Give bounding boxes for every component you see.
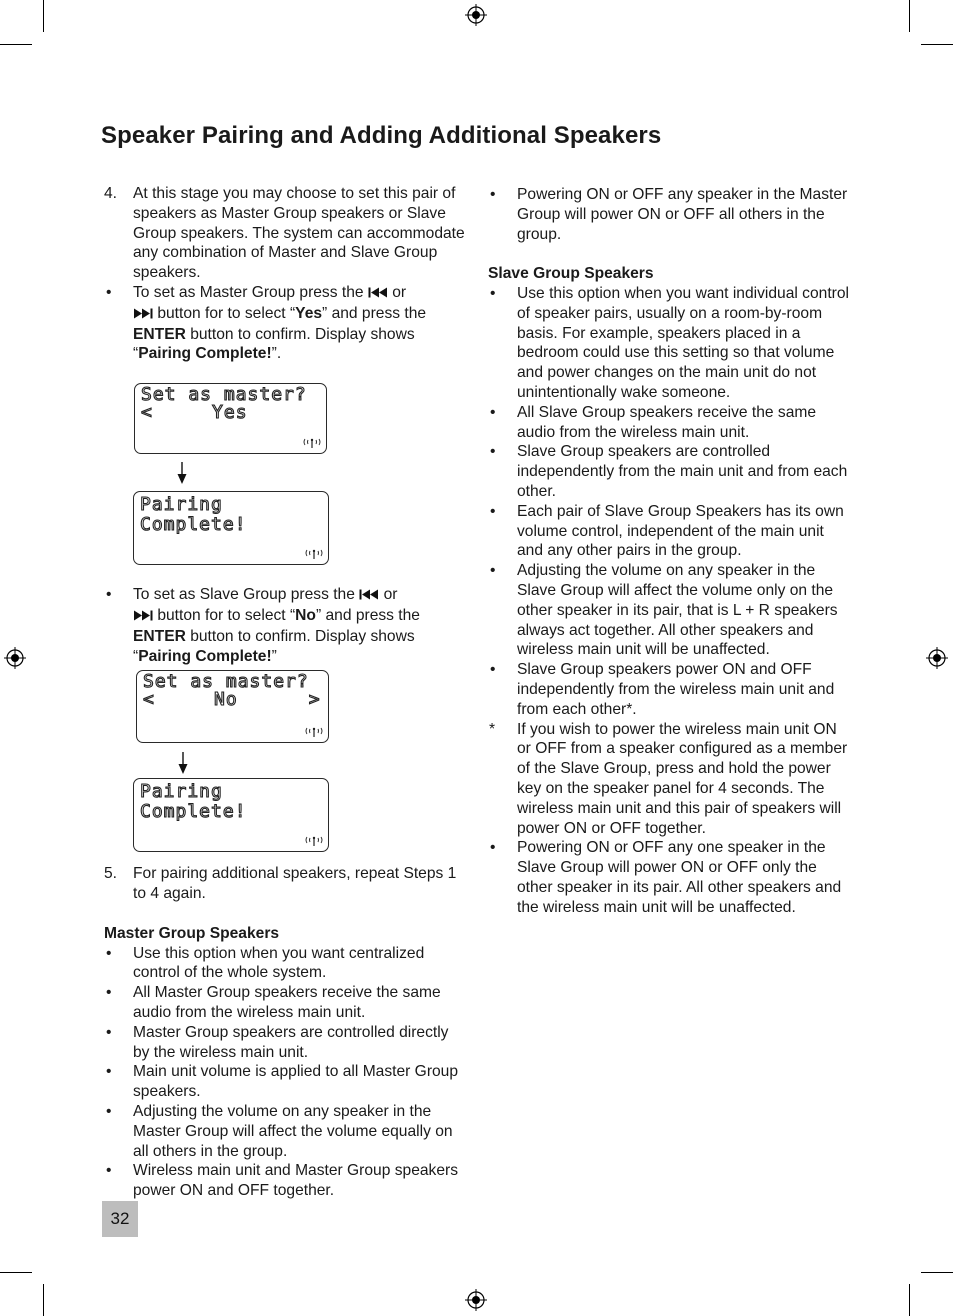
crop-mark xyxy=(0,1272,32,1273)
instruction-text: or xyxy=(379,586,398,604)
master-display-figure xyxy=(104,364,466,585)
antenna-icon xyxy=(302,437,322,449)
list-item-text: Adjusting the volume on any speaker in the Master Group will affect the volume equally on all others in the group. xyxy=(133,1102,453,1160)
lcd-line-1: Pairing xyxy=(140,781,223,803)
step-number: 4. xyxy=(104,185,118,202)
bullet: • xyxy=(106,944,112,962)
list-item xyxy=(488,660,853,719)
slave-display-figure xyxy=(104,666,466,864)
slave-instruction xyxy=(104,585,466,666)
bullet: • xyxy=(106,1162,112,1180)
lcd-line-1: Set as master? xyxy=(143,671,309,693)
lcd-display-complete xyxy=(133,778,329,852)
registration-mark-icon xyxy=(465,4,487,26)
footnote-marker: * xyxy=(489,720,496,738)
registration-mark-icon xyxy=(4,647,26,669)
list-item xyxy=(104,944,466,984)
list-item-text: Each pair of Slave Group Speakers has its own volume control, independent of the main unit and any other pairs in the group. xyxy=(517,502,844,560)
list-item-text: Wireless main unit and Master Group speakers power ON and OFF together. xyxy=(133,1162,459,1200)
instruction-text: ”. xyxy=(271,345,282,363)
list-item xyxy=(488,838,853,917)
page-number: 32 xyxy=(102,1201,138,1237)
instruction-text: button for to select “ xyxy=(153,304,296,322)
list-item-text: Powering ON or OFF any speaker in the Master Group will power ON or OFF all others in the group. xyxy=(517,186,848,243)
bullet: • xyxy=(106,586,112,604)
footnote xyxy=(488,720,853,839)
list-item-text: Slave Group speakers are controlled independently from the main unit and from each other. xyxy=(517,443,848,500)
bullet: • xyxy=(490,562,496,580)
bullet: • xyxy=(106,984,112,1002)
list-item-text: Use this option when you want centralized control of the whole system. xyxy=(133,944,425,982)
bullet: • xyxy=(490,661,496,679)
list-item xyxy=(488,561,853,660)
step-number: 5. xyxy=(104,865,118,883)
left-column xyxy=(104,184,466,1201)
registration-mark-icon xyxy=(465,1289,487,1311)
bullet: • xyxy=(490,443,496,461)
option-yes: Yes xyxy=(295,304,323,322)
lcd-display-slave xyxy=(136,670,329,743)
master-group-heading: Master Group Speakers xyxy=(104,924,280,942)
bullet: • xyxy=(490,502,496,520)
step-5 xyxy=(104,864,466,904)
instruction-text: ” xyxy=(271,647,277,665)
instruction-text: To set as Master Group press the xyxy=(133,283,368,301)
lcd-line-2: Complete! xyxy=(140,514,247,536)
list-item-text: Master Group speakers are controlled directly by the wireless main unit. xyxy=(133,1023,449,1061)
option-no: No xyxy=(295,606,316,624)
instruction-text: ” and press the xyxy=(322,304,427,322)
lcd-line-2: < No > xyxy=(143,689,321,711)
skip-back-icon xyxy=(359,586,379,606)
skip-forward-icon xyxy=(133,607,153,627)
antenna-icon xyxy=(304,548,324,560)
bullet: • xyxy=(490,186,496,203)
pairing-complete-label: Pairing Complete! xyxy=(138,647,272,665)
instruction-text: or xyxy=(387,283,407,301)
down-arrow-icon xyxy=(177,462,187,484)
list-item-text: Powering ON or OFF any one speaker in the Slave Group will power ON or OFF only the other speaker in its pair. All other speakers and the wireless main unit will be unaffected. xyxy=(517,839,842,916)
bullet: • xyxy=(106,1023,112,1041)
instruction-text: button for to select “ xyxy=(153,606,296,624)
crop-mark xyxy=(43,1284,44,1316)
crop-mark xyxy=(909,0,910,32)
skip-back-icon xyxy=(368,284,388,304)
lcd-line-1: Pairing xyxy=(140,494,223,516)
enter-key-label: ENTER xyxy=(133,325,186,343)
bullet: • xyxy=(490,839,496,857)
instruction-text: To set as Slave Group press the xyxy=(133,586,360,604)
step-text: For pairing additional speakers, repeat Steps 1 to 4 again. xyxy=(133,865,457,903)
page-title: Speaker Pairing and Adding Additional Speakers xyxy=(101,122,662,149)
list-item-text: Slave Group speakers power ON and OFF independently from the wireless main unit and from each other*. xyxy=(517,661,835,718)
antenna-icon xyxy=(304,835,324,847)
footnote-text: If you wish to power the wireless main unit ON or OFF from a speaker configured as a member of the Slave Group, press and hold the power key on the speaker panel for 4 seconds. The wireless main unit and this pair of speakers will power ON or OFF together. xyxy=(517,720,848,837)
list-item-text: Use this option when you want individual control of speaker pairs, usually on a room-by-room basis. For example, speakers placed in a bedroom could use this setting so that volume and power changes on the main unit do not unintentionally wake someone. xyxy=(517,284,849,401)
crop-mark xyxy=(43,0,44,32)
antenna-icon xyxy=(304,726,324,738)
list-item xyxy=(488,284,853,403)
list-item xyxy=(104,1161,466,1201)
list-item xyxy=(488,185,853,244)
list-item xyxy=(104,1023,466,1063)
crop-mark xyxy=(921,1272,953,1273)
crop-mark xyxy=(909,1284,910,1316)
list-item xyxy=(488,442,853,501)
step-text: At this stage you may choose to set this pair of speakers as Master Group speakers or Slave Group speakers. The system can accommodate any combination of Master and Slave Group speakers. xyxy=(133,185,465,282)
lcd-display-master xyxy=(134,383,327,454)
enter-key-label: ENTER xyxy=(133,627,186,645)
list-item xyxy=(104,983,466,1023)
bullet: • xyxy=(490,284,496,302)
registration-mark-icon xyxy=(926,647,948,669)
list-item-text: All Slave Group speakers receive the same audio from the wireless main unit. xyxy=(517,403,817,441)
lcd-line-2: < Yes xyxy=(141,402,248,424)
lcd-line-1: Set as master? xyxy=(141,384,307,406)
bullet: • xyxy=(106,1102,112,1120)
list-item-text: Adjusting the volume on any speaker in the Slave Group will affect the volume only on the other speaker in its pair, that is L + R speakers always act together. All other speakers and wireless main unit will be unaffected. xyxy=(517,562,838,659)
down-arrow-icon xyxy=(178,752,188,774)
master-group-list xyxy=(104,944,466,1201)
master-instruction xyxy=(104,283,466,364)
bullet: • xyxy=(106,283,112,301)
instruction-text: button to confirm. Display shows “ xyxy=(133,627,415,665)
crop-mark xyxy=(921,44,953,45)
list-item xyxy=(488,502,853,561)
bullet: • xyxy=(106,1063,112,1081)
list-item xyxy=(104,1102,466,1161)
lcd-display-complete xyxy=(133,491,329,565)
instruction-text: button to confirm. Display shows “ xyxy=(133,325,415,363)
list-item-text: Main unit volume is applied to all Master Group speakers. xyxy=(133,1063,459,1101)
list-item xyxy=(104,1062,466,1102)
list-item-text: All Master Group speakers receive the same audio from the wireless main unit. xyxy=(133,984,441,1021)
slave-group-heading: Slave Group Speakers xyxy=(488,265,654,283)
list-item xyxy=(488,403,853,443)
crop-mark xyxy=(0,44,32,45)
instruction-text: ” and press the xyxy=(315,606,420,624)
skip-forward-icon xyxy=(133,305,153,325)
slave-group-list xyxy=(488,284,853,918)
pairing-complete-label: Pairing Complete! xyxy=(138,345,272,363)
step-4 xyxy=(104,184,466,283)
right-column xyxy=(488,185,853,917)
bullet: • xyxy=(490,403,496,421)
lcd-line-2: Complete! xyxy=(140,801,247,823)
